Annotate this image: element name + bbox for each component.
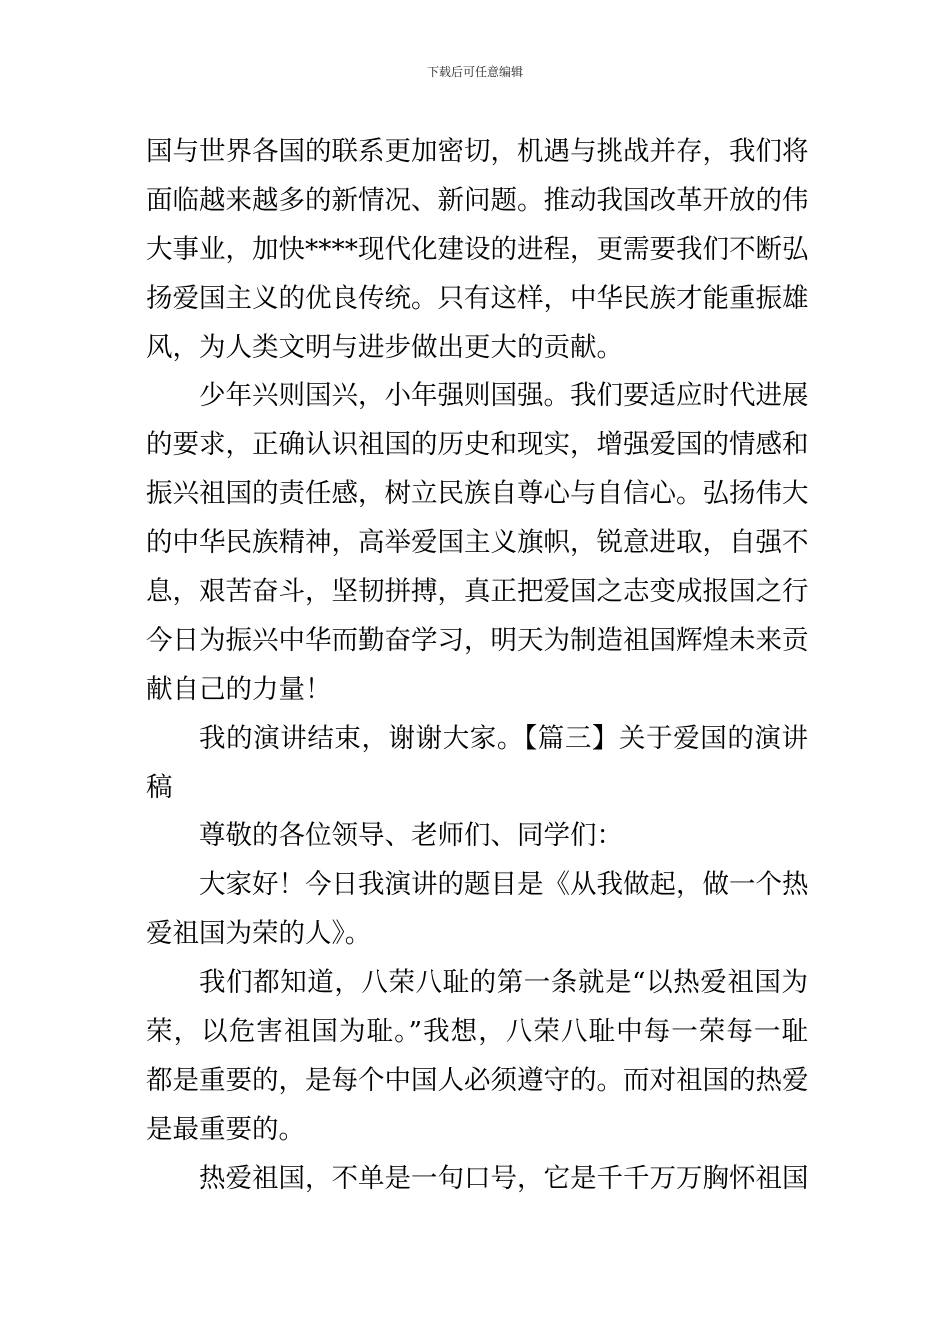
text-line: 荣，以危害祖国为耻。”我想，八荣八耻中每一荣每一耻 (146, 1016, 808, 1048)
text-line: 稿 (146, 771, 173, 803)
page-header-note: 下载后可任意编辑 (426, 65, 523, 79)
text-line: 献自己的力量！ (146, 673, 332, 705)
text-line: 都是重要的，是每个中国人必须遵守的。而对祖国的热爱 (146, 1064, 809, 1096)
document-body (146, 128, 808, 1204)
text-line: 大事业，加快****现代化建设的进程，更需要我们不断弘 (146, 233, 809, 265)
text-line: 面临越来越多的新情况、新问题。推动我国改革开放的伟 (146, 184, 809, 216)
text-line: 的要求，正确认识祖国的历史和现实，增强爱国的情感和 (146, 429, 809, 461)
text-line: 振兴祖国的责任感，树立民族自尊心与自信心。弘扬伟大 (146, 478, 809, 510)
text-line: 我的演讲结束，谢谢大家。【篇三】关于爱国的演讲 (199, 722, 808, 754)
text-line: 风，为人类文明与进步做出更大的贡献。 (146, 331, 623, 363)
text-line: 是最重要的。 (146, 1113, 305, 1145)
text-line: 爱祖国为荣的人》。 (146, 918, 372, 950)
text-line: 尊敬的各位领导、老师们、同学们： (199, 820, 623, 852)
text-line: 热爱祖国，不单是一句口号，它是千千万万胸怀祖国 (199, 1162, 809, 1194)
text-line: 今日为振兴中华而勤奋学习，明天为制造祖国辉煌未来贡 (146, 624, 809, 656)
text-line: 的中华民族精神，高举爱国主义旗帜，锐意进取，自强不 (146, 527, 809, 559)
text-line: 我们都知道，八荣八耻的第一条就是“以热爱祖国为 (199, 967, 808, 999)
text-line: 息，艰苦奋斗，坚韧拼搏，真正把爱国之志变成报国之行 (146, 576, 809, 608)
text-line: 少年兴则国兴，小年强则国强。我们要适应时代进展 (199, 380, 809, 412)
text-line: 扬爱国主义的优良传统。只有这样，中华民族才能重振雄 (146, 282, 809, 314)
text-line: 大家好！今日我演讲的题目是《从我做起，做一个热 (199, 869, 809, 901)
text-line: 国与世界各国的联系更加密切，机遇与挑战并存，我们将 (146, 136, 809, 167)
